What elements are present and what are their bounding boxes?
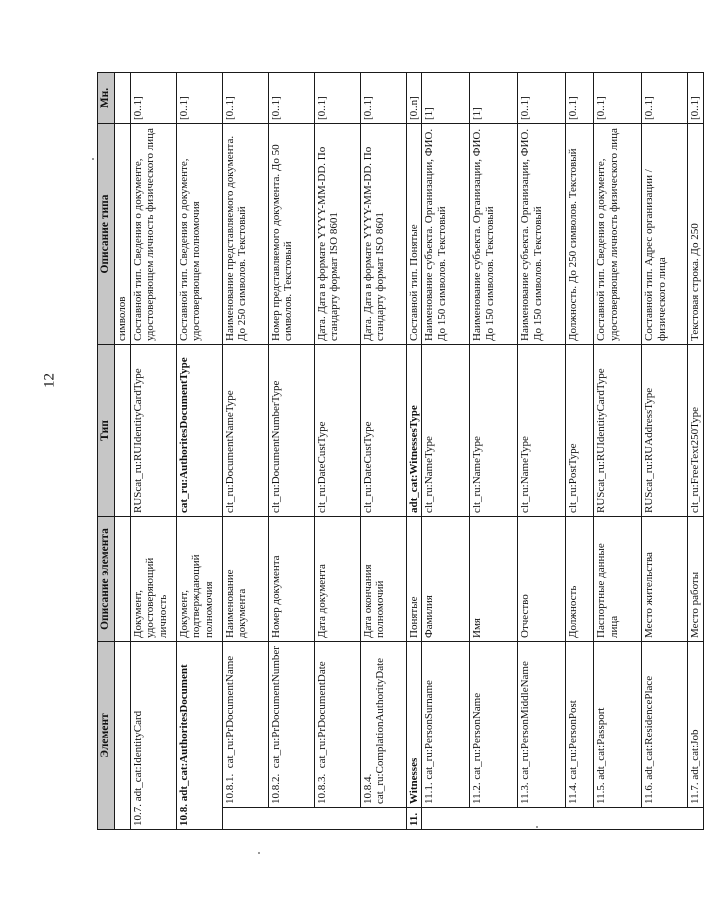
scan-speck <box>536 826 538 828</box>
element-description: Номер документа <box>268 516 314 641</box>
row-number: 11.5. <box>595 782 608 804</box>
table-header-row <box>98 72 115 829</box>
element-type: adt_cat:WitnessesType <box>406 344 422 516</box>
element-description: Наименование документа <box>222 516 268 641</box>
table-row <box>406 72 422 829</box>
multiplicity: [0..1] <box>314 72 360 123</box>
element-type: clt_ru:NameType <box>422 344 470 516</box>
element-description: Место жительства <box>642 516 688 641</box>
table-row <box>176 72 222 829</box>
multiplicity: [0..1] <box>360 72 406 123</box>
header-element: Элемент <box>98 641 115 829</box>
header-multiplicity: Мн. <box>98 72 115 123</box>
element-name: cat_ru:ComplationAuthorityDate <box>374 657 387 804</box>
row-number: 10.8.4. <box>361 773 374 804</box>
element-name: cat_ru:PersonPost <box>567 700 580 780</box>
indent-cell <box>222 808 406 830</box>
table-row <box>518 72 566 829</box>
element-description: Понятые <box>406 516 422 641</box>
type-description: Наименование субъекта. Организации, ФИО. До 150 символов. Текстовый <box>422 123 470 344</box>
row-number: 11.4. <box>567 782 580 804</box>
type-description: Составной тип. Адрес организации / физического лица <box>642 123 688 344</box>
row-number: 11. <box>406 808 422 830</box>
multiplicity: [0..n] <box>406 72 422 123</box>
element-description: Документ, удостоверяющий личность <box>130 516 176 641</box>
element-type: RUScat_ru:RUIdentityCardType <box>130 344 176 516</box>
element-name: cat_ru:PersonName <box>471 692 484 780</box>
table-row <box>130 72 176 829</box>
table-row <box>566 72 594 829</box>
rotated-page-content <box>97 73 702 830</box>
row-number: 10.8. <box>177 804 190 826</box>
element-type: RUScat_ru:RUIdentityCardType <box>594 344 642 516</box>
type-description: Дата. Дата в формате YYYY-MM-DD. По стандарту формат ISO 8601 <box>314 123 360 344</box>
element-type: clt_ru:DateCustType <box>314 344 360 516</box>
type-description: Составной тип. Сведения о документе, удостоверяющем личность физического лица <box>594 123 642 344</box>
type-description: Составной тип. Понятые <box>406 123 422 344</box>
row-number: 10.8.1. <box>223 773 236 804</box>
table-row <box>222 72 268 829</box>
header-type: Тип <box>98 344 115 516</box>
multiplicity: [0..1] <box>594 72 642 123</box>
type-description: Наименование субъекта. Организации, ФИО. До 150 символов. Текстовый <box>470 123 518 344</box>
row-number: 10.8.2. <box>269 773 282 804</box>
element-type: RUScat_ru:RUAddressType <box>642 344 688 516</box>
multiplicity: [0..1] <box>222 72 268 123</box>
header-type-description: Описание типа <box>98 123 115 344</box>
type-description: Должность. До 250 символов. Текстовый <box>566 123 594 344</box>
table-row <box>594 72 642 829</box>
element-name: Witnesses <box>406 641 422 807</box>
table-row <box>688 72 704 829</box>
element-type: cat_ru:AuthoritesDocumentType <box>176 344 222 516</box>
row-number: 11.6. <box>643 782 656 804</box>
element-name: adt_cat:ResidencePlace <box>643 675 656 780</box>
table-row <box>360 72 406 829</box>
type-description: Составной тип. Сведения о документе, удостоверяющем личность физического лица <box>130 123 176 344</box>
type-description: Номер представляемого документа. До 50 символов. Текстовый <box>268 123 314 344</box>
element-name: adt_cat:IdentityCard <box>131 710 144 802</box>
page-number: 12 <box>41 373 58 388</box>
table-row <box>268 72 314 829</box>
multiplicity: [0..1] <box>130 72 176 123</box>
row-number: 10.7. <box>131 804 144 826</box>
element-description: Отчество <box>518 516 566 641</box>
element-name: cat_ru:PrDocumentName <box>223 655 236 769</box>
multiplicity: [0..1] <box>268 72 314 123</box>
multiplicity: [0..1] <box>518 72 566 123</box>
row-number: 11.2. <box>471 782 484 804</box>
row-number: 11.1. <box>423 782 436 804</box>
multiplicity: [0..1] <box>566 72 594 123</box>
multiplicity: [0..1] <box>176 72 222 123</box>
multiplicity: [0..1] <box>688 72 704 123</box>
type-description: Текстовая строка. До 250 <box>688 123 704 344</box>
row-number: 11.7. <box>689 782 702 804</box>
type-description: Наименование представляемого документа. До 250 символов. Текстовый <box>222 123 268 344</box>
element-type: clt_ru:PostType <box>566 344 594 516</box>
indent-cell <box>422 808 704 830</box>
type-description: Наименование субъекта. Организации, ФИО. До 150 символов. Текстовый <box>518 123 566 344</box>
element-name: cat_ru:PersonSurname <box>423 680 436 780</box>
element-description: Документ, подтверждающий полномочия <box>176 516 222 641</box>
element-description: Дата окончания полномочий <box>360 516 406 641</box>
table-row <box>470 72 518 829</box>
element-name: adt_cat:Job <box>689 729 702 780</box>
row-fragment: символов <box>115 123 131 344</box>
element-name: cat_ru:PersonMiddleName <box>519 661 532 780</box>
table-row <box>642 72 688 829</box>
row-number: 10.8.3. <box>315 773 328 804</box>
element-description: Фамилия <box>422 516 470 641</box>
type-description: Дата. Дата в формате YYYY-MM-DD. По стандарту формат ISO 8601 <box>360 123 406 344</box>
element-type: clt_ru:NameType <box>518 344 566 516</box>
element-type: clt_ru:FreeText250Type <box>688 344 704 516</box>
element-type: clt_ru:NameType <box>470 344 518 516</box>
multiplicity: [0..1] <box>642 72 688 123</box>
element-type: clt_ru:DocumentNameType <box>222 344 268 516</box>
element-table <box>97 72 704 830</box>
element-description: Должность <box>566 516 594 641</box>
element-description: Место работы <box>688 516 704 641</box>
scan-speck <box>92 158 94 160</box>
element-name: cat_ru:PrDocumentNumber <box>269 646 282 769</box>
table-row <box>314 72 360 829</box>
element-name: adt_cat:AuthoritesDocument <box>177 664 190 802</box>
element-name: adt_cat:Passport <box>595 707 608 780</box>
table-row <box>422 72 470 829</box>
multiplicity: [1] <box>422 72 470 123</box>
element-description: Паспортные данные лица <box>594 516 642 641</box>
type-description: Составной тип. Сведения о документе, удостоверяющем полномочия <box>176 123 222 344</box>
element-name: cat_ru:PrDocumentDate <box>315 661 328 769</box>
element-description: Имя <box>470 516 518 641</box>
multiplicity: [1] <box>470 72 518 123</box>
header-element-description: Описание элемента <box>98 516 115 641</box>
element-type: clt_ru:DocumentNumberType <box>268 344 314 516</box>
element-type: clt_ru:DateCustType <box>360 344 406 516</box>
table-row-continuation <box>115 72 131 829</box>
element-description: Дата документа <box>314 516 360 641</box>
scan-speck <box>258 852 260 854</box>
row-number: 11.3. <box>519 782 532 804</box>
